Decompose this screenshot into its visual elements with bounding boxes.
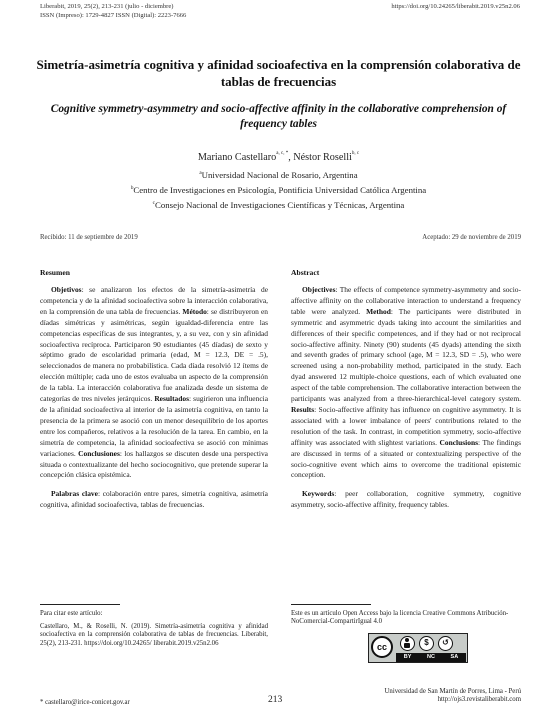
affiliation-mark: a	[199, 170, 202, 176]
title-english: Cognitive symmetry-asymmetry and socio-affective affinity in the collaborative comprehension of frequency tables	[50, 103, 507, 130]
issn-line: ISSN (Impreso): 1729-4827 ISSN (Digital): 2223-7666	[40, 11, 187, 19]
license-terms-bar	[396, 653, 466, 662]
resumen-heading: Resumen	[40, 268, 70, 277]
resultados-text: : sugirieron una influencia de la afinidad socioafectiva al interior de la asimetría cognitiva, en tanto la presencia de la primera se asoció con un menor desequilibrio de los aportes entre los compañeros, relativos a la resolución de la tarea. En cambio, en la simetría de competencia, la afinidad socioafectiva se asoció con mínimas variaciones.	[40, 394, 268, 458]
method-label: Method	[366, 306, 391, 316]
objectives-label: Objectives	[302, 285, 336, 294]
abstract-body	[291, 285, 521, 511]
palabras-clave	[40, 489, 268, 511]
objetivos-label: Objetivos	[51, 285, 82, 294]
results-text: : Socio-affective affinity has influence on cognitive asymmetry. It is associated with a lower imbalance of peers' contributions related to the resolution of the task. In contrast, in competition symmetry, socio-affective affinity was associated with slightest variations.	[291, 404, 521, 447]
sa-label: SA	[450, 654, 459, 660]
sharealike-icon: ↺	[438, 636, 453, 651]
affiliation-text: Universidad Nacional de Rosario, Argentina	[201, 169, 358, 180]
cite-label: Para citar este artículo:	[40, 610, 103, 617]
author-separator: ,	[288, 152, 294, 163]
affiliation-c	[0, 198, 557, 211]
affiliation-b	[0, 183, 557, 196]
keywords-label: Keywords	[302, 489, 335, 499]
page-number: 213	[268, 695, 283, 705]
journal-header	[40, 3, 186, 20]
keywords	[291, 489, 521, 511]
author-1-marks: a, c, *	[276, 151, 289, 156]
resumen-body	[40, 285, 268, 511]
license-divider	[291, 604, 371, 605]
license-text: Este es un artículo Open Access bajo la licencia Creative Commons Atribución-NoComercial-CompartirIgual 4.0	[291, 610, 509, 626]
received-date: Recibido: 11 de septiembre de 2019	[40, 234, 138, 241]
cite-text: Castellaro, M., & Roselli, N. (2019). Simetría-asimetría cognitiva y afinidad socioafectiva en la comprensión colaborativa de tablas de frecuencias. Liberabit, 25(2), 213-231. https://doi.org/10.24265/ liberabit.2019.v25n2.06	[40, 623, 268, 647]
corresponding-email[interactable]: * castellaro@irice-conicet.gov.ar	[40, 699, 130, 706]
footer-publisher	[385, 688, 521, 705]
accepted-date: Aceptado: 29 de noviembre de 2019	[422, 234, 521, 241]
method-text: : The participants were distributed in symmetric and asymmetric dyads taking into account the similarities and differences of their specific competences, and if they had or not reciprocal socio-affective affinity. Ninety (90) students (45 dyads) attending the sixth and seventh grades of primary school (age, M = 12.3, SD = .5), who were screened using a non-probability method, participated in the study. Each dyad answered 12 multiple-choice questions, each of which evaluated one aspect of the table comprehension. The collaborative interaction between the participants was analyzed from a three-hierarchical-level category system.	[291, 306, 521, 404]
keywords-text: : peer collaboration, cognitive symmetry, cognitive asymmetry, socio-affective affinity, frequency tables.	[291, 489, 521, 510]
conclusiones-label: Conclusiones	[78, 448, 120, 458]
journal-url[interactable]: http://ojs3.revistaliberabit.com	[437, 696, 521, 704]
resultados-label: Resultados	[154, 394, 190, 404]
abstract-heading: Abstract	[291, 268, 320, 277]
author-line	[0, 152, 557, 163]
affiliation-text: Centro de Investigaciones en Psicología, Pontificia Universidad Católica Argentina	[133, 184, 427, 195]
affiliation-text: Consejo Nacional de Investigaciones Científicas y Técnicas, Argentina	[154, 199, 405, 210]
author-2: Néstor Roselli	[293, 152, 352, 163]
metodo-label: Método	[182, 306, 207, 316]
cc-license-badge[interactable]	[368, 633, 468, 663]
noncommercial-icon: $	[419, 636, 434, 651]
author-2-marks: b, c	[351, 151, 360, 156]
conclusions-text: : The findings are discussed in terms of a situated or contextualizing perspective of the socio-cognitive event which aims to overcome the traditional epistemic conception.	[291, 437, 522, 480]
resumen-paragraph	[40, 285, 268, 481]
affiliation-mark: b	[130, 185, 134, 191]
conclusions-label: Conclusions	[439, 437, 478, 447]
conclusiones-text: : los hallazgos se discuten desde una perspectiva situada o contextualizante del hecho sociocognitivo, que pretende superar la concepción clásica epistémica.	[40, 448, 268, 480]
metodo-text: : se distribuyeron en díadas simétricas y asimétricas, según igualdad-diferencia entre las competencias específicas de sus integrantes, y, a su vez, con y sin afinidad socioafectiva recíproca. Participaron 90 estudiantes (45 díadas) de sexto y séptimo grado de escolaridad primaria (edad, M = 12.3, DE = .5), seleccionados de manera no probabilística. Cada díada resolvió 12 ítems de elección múltiple; cada uno de estos evaluaba un aspecto de la comprensión de la tabla. La interacción colaborativa fue analizada desde un sistema de categorías de tres niveles jerárquicos.	[40, 306, 268, 404]
by-label: BY	[403, 654, 412, 660]
palabras-clave-label: Palabras clave	[51, 489, 98, 499]
doi-link[interactable]: https://doi.org/10.24265/liberabit.2019.v25n2.06	[391, 3, 520, 10]
creative-commons-icon: cc	[371, 636, 393, 658]
results-label: Results	[291, 404, 315, 414]
title-spanish: Simetría-asimetría cognitiva y afinidad socioafectiva en la comprensión colaborativa de tablas de frecuencias	[36, 57, 521, 89]
journal-line: Liberabit, 2019, 25(2), 213-231 (julio - diciembre)	[40, 3, 174, 10]
author-1: Mariano Castellaro	[197, 152, 277, 163]
nc-label: NC	[427, 654, 435, 660]
affiliation-mark: c	[152, 200, 155, 206]
affiliation-a	[0, 168, 557, 181]
publisher-name: Universidad de San Martín de Porres, Lima - Perú	[384, 688, 521, 695]
attribution-icon	[400, 636, 415, 651]
objetivos-text: : se analizaron los efectos de la simetría-asimetría de competencia y de la afinidad socioafectiva sobre la interacción colaborativa, en la comprensión de una tabla de frecuencias.	[40, 285, 268, 316]
palabras-clave-text: : colaboración entre pares, simetría cognitiva, asimetría cognitiva, afinidad socioafectiva, tablas de frecuencias.	[40, 489, 268, 510]
abstract-paragraph	[291, 285, 521, 481]
objectives-text: : The effects of competence symmetry-asymmetry and socio-affective affinity on the collaborative interaction to understand a frequency table were analyzed.	[291, 285, 521, 316]
cite-divider	[40, 604, 120, 605]
